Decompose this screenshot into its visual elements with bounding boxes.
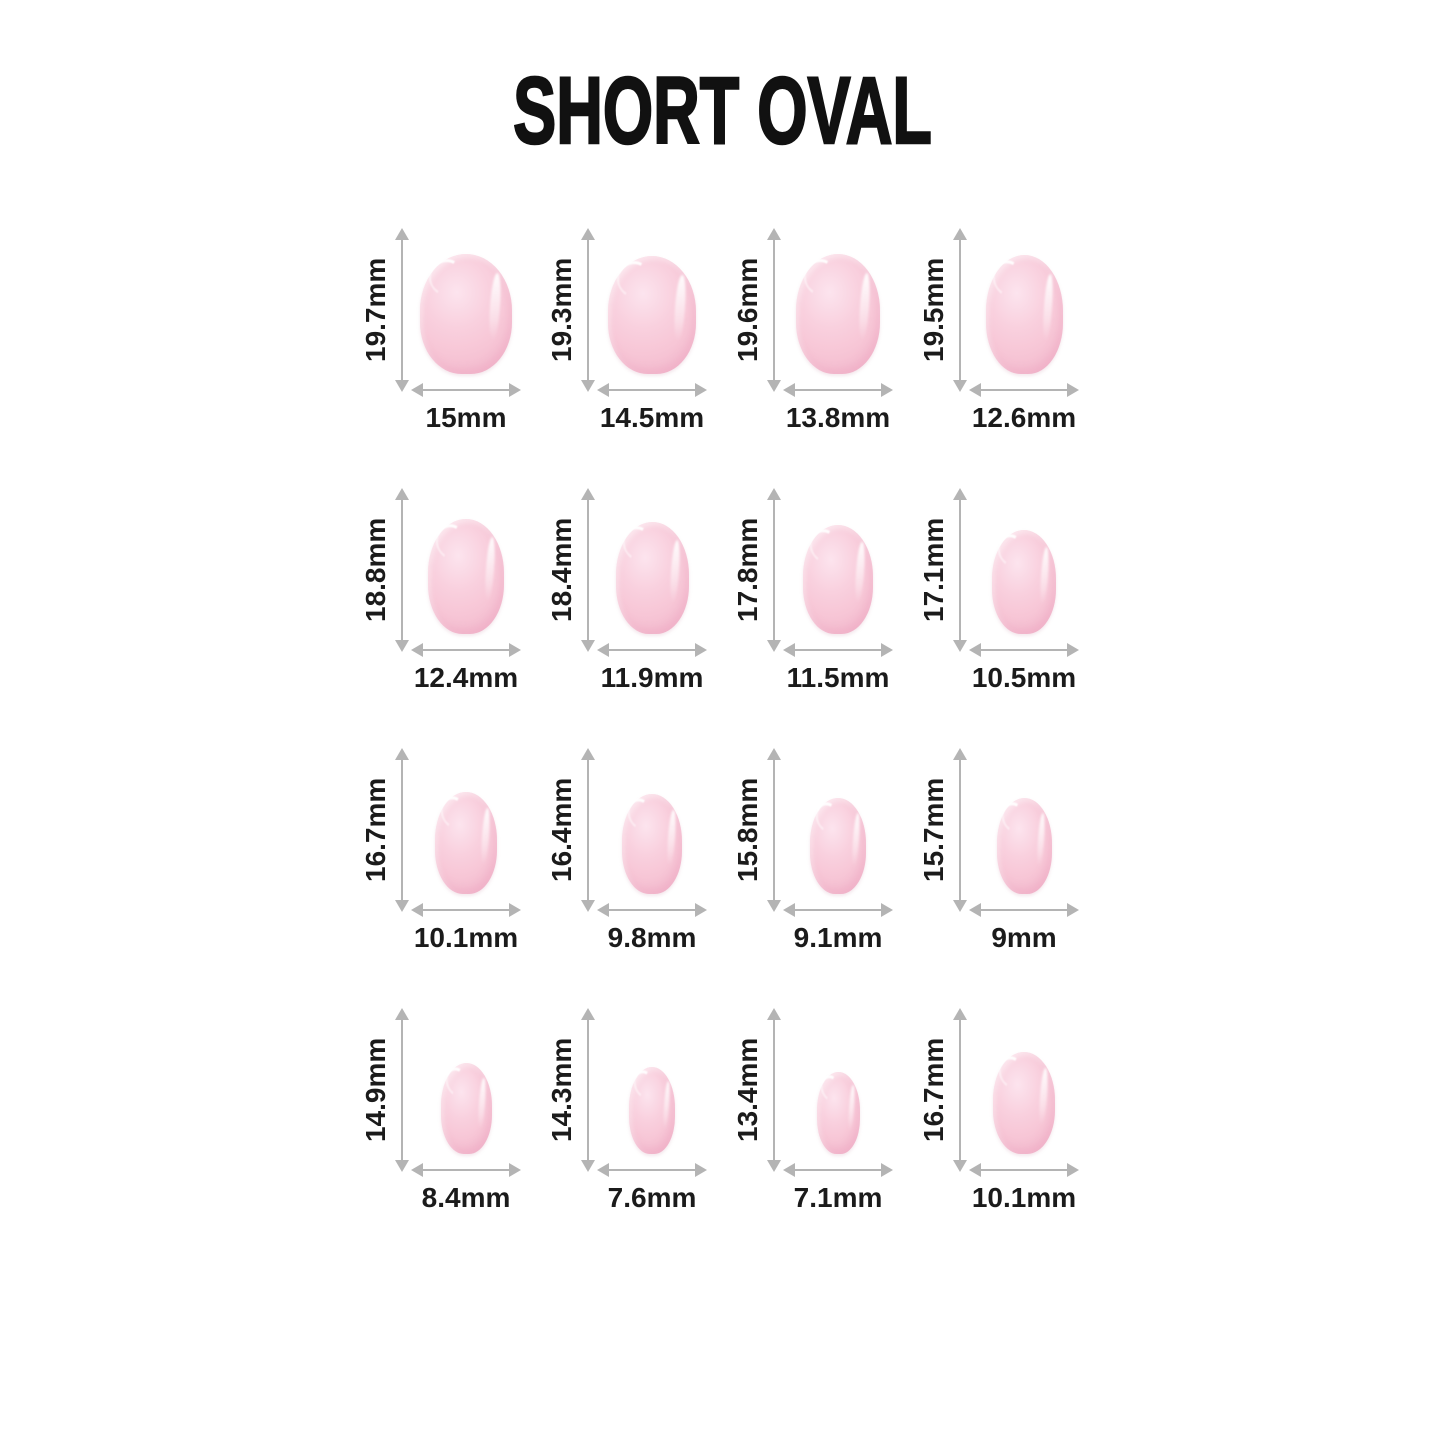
width-arrow	[971, 1169, 1077, 1171]
length-label: 18.8mm	[360, 517, 391, 623]
size-cell	[354, 482, 540, 742]
length-label: 19.5mm	[918, 257, 949, 363]
width-arrow	[413, 909, 519, 911]
width-arrow	[971, 389, 1077, 391]
nail-illustration	[435, 792, 497, 894]
length-label: 16.7mm	[918, 1037, 949, 1143]
size-cell	[726, 742, 912, 1002]
length-arrow	[773, 1010, 775, 1170]
width-label: 11.9mm	[600, 662, 704, 693]
width-label: 12.6mm	[971, 402, 1077, 433]
nail-illustration	[803, 525, 873, 634]
width-arrow	[971, 649, 1077, 651]
length-label: 18.4mm	[546, 517, 577, 623]
size-cell	[354, 1002, 540, 1262]
width-arrow	[413, 389, 519, 391]
length-label: 17.8mm	[732, 517, 763, 623]
length-arrow	[401, 230, 403, 390]
length-arrow	[587, 490, 589, 650]
width-label: 7.6mm	[607, 1182, 697, 1213]
size-cell	[726, 222, 912, 482]
width-arrow	[413, 1169, 519, 1171]
width-label: 10.5mm	[971, 662, 1077, 693]
length-arrow	[587, 750, 589, 910]
width-arrow	[785, 1169, 891, 1171]
width-label: 8.4mm	[421, 1182, 511, 1213]
width-label: 11.5mm	[786, 662, 890, 693]
nail-illustration	[420, 254, 512, 374]
length-arrow	[401, 490, 403, 650]
size-cell	[912, 482, 1098, 742]
length-label: 14.3mm	[546, 1037, 577, 1143]
nail-illustration	[428, 519, 504, 634]
width-label: 10.1mm	[413, 922, 519, 953]
nail-illustration	[796, 254, 880, 374]
length-arrow	[401, 1010, 403, 1170]
width-arrow	[785, 389, 891, 391]
width-arrow	[599, 1169, 705, 1171]
width-label: 14.5mm	[599, 402, 705, 433]
nail-illustration	[993, 1052, 1055, 1154]
size-cell	[726, 482, 912, 742]
width-arrow	[599, 389, 705, 391]
width-label: 9.1mm	[793, 922, 883, 953]
width-label: 12.4mm	[413, 662, 519, 693]
width-arrow	[785, 909, 891, 911]
length-arrow	[587, 1010, 589, 1170]
size-cell	[912, 742, 1098, 1002]
size-cell	[354, 222, 540, 482]
length-label: 17.1mm	[918, 517, 949, 623]
width-label: 9.8mm	[607, 922, 697, 953]
nail-illustration	[616, 522, 689, 634]
size-cell	[354, 742, 540, 1002]
length-label: 19.3mm	[546, 257, 577, 363]
length-arrow	[773, 750, 775, 910]
length-arrow	[959, 1010, 961, 1170]
length-label: 19.7mm	[360, 257, 391, 363]
size-grid	[354, 222, 1098, 1262]
nail-illustration	[817, 1072, 860, 1154]
width-label: 10.1mm	[971, 1182, 1077, 1213]
length-arrow	[401, 750, 403, 910]
length-arrow	[587, 230, 589, 390]
size-cell	[540, 1002, 726, 1262]
size-cell	[912, 1002, 1098, 1262]
length-arrow	[773, 230, 775, 390]
width-label: 13.8mm	[785, 402, 891, 433]
width-arrow	[971, 909, 1077, 911]
length-label: 15.8mm	[732, 777, 763, 883]
nail-illustration	[810, 798, 866, 894]
size-cell	[540, 482, 726, 742]
length-label: 15.7mm	[918, 777, 949, 883]
width-label: 15mm	[425, 402, 507, 433]
nail-illustration	[622, 794, 682, 894]
size-cell	[726, 1002, 912, 1262]
size-cell	[912, 222, 1098, 482]
page-title: SHORT OVAL	[513, 58, 932, 164]
nail-illustration	[441, 1063, 492, 1154]
nail-illustration	[986, 255, 1063, 374]
width-arrow	[785, 649, 891, 651]
nail-illustration	[608, 256, 696, 374]
length-label: 16.7mm	[360, 777, 391, 883]
width-arrow	[599, 649, 705, 651]
length-arrow	[773, 490, 775, 650]
nail-illustration	[629, 1067, 675, 1154]
length-arrow	[959, 230, 961, 390]
nail-illustration	[997, 798, 1052, 894]
width-arrow	[599, 909, 705, 911]
length-arrow	[959, 750, 961, 910]
length-arrow	[959, 490, 961, 650]
width-arrow	[413, 649, 519, 651]
length-label: 13.4mm	[732, 1037, 763, 1143]
length-label: 14.9mm	[360, 1037, 391, 1143]
length-label: 16.4mm	[546, 777, 577, 883]
length-label: 19.6mm	[732, 257, 763, 363]
size-cell	[540, 742, 726, 1002]
width-label: 9mm	[991, 922, 1057, 953]
width-label: 7.1mm	[793, 1182, 883, 1213]
nail-illustration	[992, 530, 1056, 634]
size-cell	[540, 222, 726, 482]
